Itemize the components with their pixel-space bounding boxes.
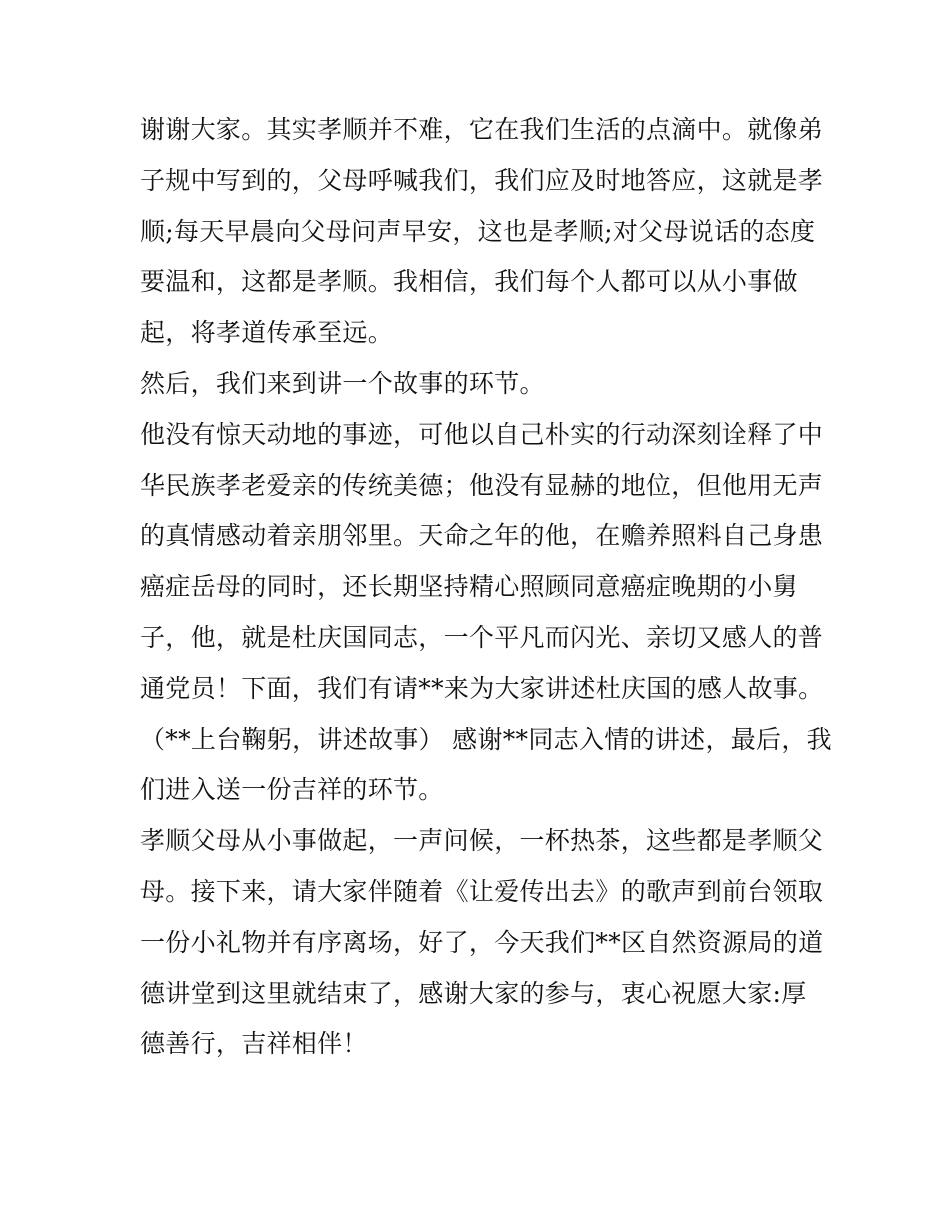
text-line: 孝顺父母从小事做起，一声问候，一杯热茶，这些都是孝顺父	[140, 826, 824, 856]
document-body	[140, 105, 832, 1070]
text-line: 们进入送一份吉祥的环节。	[140, 775, 444, 805]
text-line: 华民族孝老爱亲的传统美德；他没有显赫的地位，但他用无声	[140, 470, 824, 500]
text-line: 子规中写到的，父母呼喊我们，我们应及时地答应，这就是孝	[140, 165, 824, 195]
text-line: 子，他，就是杜庆国同志，一个平凡而闪光、亲切又感人的普	[140, 622, 824, 652]
text-line: 起，将孝道传承至远。	[140, 318, 394, 348]
text-line: 德善行，吉祥相伴！	[140, 1029, 368, 1059]
text-line: （**上台鞠躬，讲述故事） 感谢**同志入情的讲述，最后，我	[140, 724, 832, 754]
text-line: 母。接下来，请大家伴随着《让爱传出去》的歌声到前台领取	[140, 876, 824, 906]
text-line: 他没有惊天动地的事迹，可他以自己朴实的行动深刻诠释了中	[140, 419, 824, 449]
text-line: 通党员！下面，我们有请**来为大家讲述杜庆国的感人故事。	[140, 673, 824, 703]
text-line: 癌症岳母的同时，还长期坚持精心照顾同意癌症晚期的小舅	[140, 572, 798, 602]
text-line: 谢谢大家。其实孝顺并不难，它在我们生活的点滴中。就像弟	[140, 115, 824, 144]
text-line: 然后，我们来到讲一个故事的环节。	[140, 368, 545, 398]
text-line: 德讲堂到这里就结束了，感谢大家的参与，衷心祝愿大家:厚	[140, 978, 807, 1008]
text-line: 一份小礼物并有序离场，好了，今天我们**区自然资源局的道	[140, 927, 824, 957]
text-line: 顺;每天早晨向父母问声早安，这也是孝顺;对父母说话的态度	[140, 216, 816, 246]
text-line: 要温和，这都是孝顺。我相信，我们每个人都可以从小事做	[140, 267, 798, 297]
text-line: 的真情感动着亲朋邻里。天命之年的他，在赡养照料自己身患	[140, 521, 824, 551]
